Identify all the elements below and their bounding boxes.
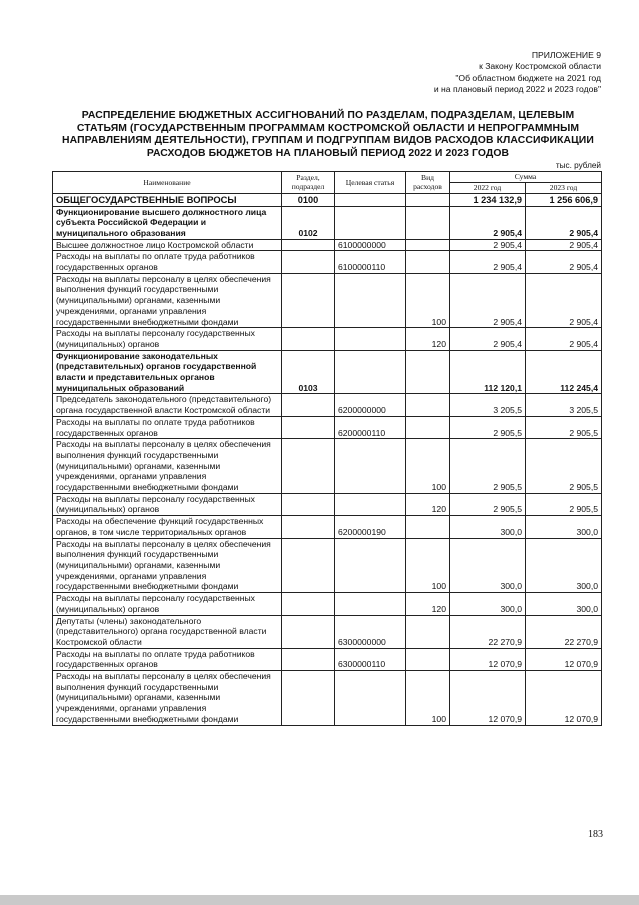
row-expense-kind: 100 xyxy=(406,538,450,593)
table-row xyxy=(53,416,602,438)
row-section-code xyxy=(282,615,335,648)
row-amount-2022: 12 070,9 xyxy=(450,671,526,726)
row-amount-2023: 3 205,5 xyxy=(526,394,602,416)
table-row xyxy=(53,193,602,206)
document-title xyxy=(48,110,608,160)
row-target-article xyxy=(335,273,406,328)
row-section-code xyxy=(282,239,335,251)
row-section-code xyxy=(282,593,335,615)
row-target-article xyxy=(335,593,406,615)
row-expense-kind xyxy=(406,394,450,416)
row-target-article xyxy=(335,439,406,494)
table-row xyxy=(53,206,602,239)
header-year-2023: 2023 год xyxy=(526,183,602,194)
table-row xyxy=(53,350,602,394)
appendix-law: к Закону Костромской области xyxy=(479,61,601,72)
row-section-code: 0102 xyxy=(282,206,335,239)
row-expense-kind xyxy=(406,516,450,538)
row-amount-2022: 1 234 132,9 xyxy=(450,193,526,206)
row-expense-kind: 120 xyxy=(406,493,450,515)
header-year-2022: 2022 год xyxy=(450,183,526,194)
scan-edge xyxy=(0,895,639,905)
table-body xyxy=(53,193,602,725)
row-amount-2023: 112 245,4 xyxy=(526,350,602,394)
row-target-article xyxy=(335,206,406,239)
row-amount-2023: 2 905,5 xyxy=(526,416,602,438)
row-amount-2023: 300,0 xyxy=(526,593,602,615)
row-expense-kind xyxy=(406,193,450,206)
row-expense-kind xyxy=(406,350,450,394)
row-target-article xyxy=(335,538,406,593)
row-amount-2023: 12 070,9 xyxy=(526,648,602,670)
budget-table xyxy=(52,171,602,726)
row-amount-2023: 2 905,5 xyxy=(526,439,602,494)
title-line-4: РАСХОДОВ БЮДЖЕТОВ НА ПЛАНОВЫЙ ПЕРИОД 2022 И 2023 ГОДОВ xyxy=(146,147,510,159)
row-amount-2022: 2 905,4 xyxy=(450,206,526,239)
row-amount-2023: 2 905,4 xyxy=(526,328,602,350)
row-expense-kind: 100 xyxy=(406,439,450,494)
header-article: Целевая статья xyxy=(335,172,406,194)
row-amount-2023: 300,0 xyxy=(526,538,602,593)
row-expense-kind xyxy=(406,648,450,670)
table-row xyxy=(53,239,602,251)
header-kind: Вид расходов xyxy=(406,172,450,194)
row-amount-2022: 2 905,5 xyxy=(450,493,526,515)
row-name: Расходы на выплаты персоналу в целях обеспечения выполнения функций государственными (муниципальными) органами, казенными учреждениями, органами управления государственными внебюджетными фондами xyxy=(53,538,282,593)
row-target-article: 6100000000 xyxy=(335,239,406,251)
row-name: Расходы на выплаты персоналу государственных (муниципальных) органов xyxy=(53,328,282,350)
row-amount-2022: 2 905,5 xyxy=(450,439,526,494)
row-name: Расходы на выплаты по оплате труда работников государственных органов xyxy=(53,251,282,273)
table-row xyxy=(53,671,602,726)
row-amount-2022: 2 905,4 xyxy=(450,239,526,251)
row-section-code xyxy=(282,439,335,494)
table-row xyxy=(53,328,602,350)
table-row xyxy=(53,439,602,494)
row-name: Функционирование законодательных (представительных) органов государственной власти и представительных органов муниципальных образований xyxy=(53,350,282,394)
row-expense-kind xyxy=(406,239,450,251)
row-amount-2022: 3 205,5 xyxy=(450,394,526,416)
row-amount-2023: 2 905,5 xyxy=(526,493,602,515)
row-expense-kind xyxy=(406,206,450,239)
row-section-code xyxy=(282,493,335,515)
row-name: Председатель законодательного (представительного) органа государственной власти Костромской области xyxy=(53,394,282,416)
row-name: Расходы на выплаты персоналу государственных (муниципальных) органов xyxy=(53,493,282,515)
appendix-header xyxy=(301,50,601,96)
row-target-article xyxy=(335,328,406,350)
row-amount-2022: 22 270,9 xyxy=(450,615,526,648)
row-expense-kind xyxy=(406,615,450,648)
row-name: Расходы на выплаты персоналу в целях обеспечения выполнения функций государственными (муниципальными) органами, казенными учреждениями, органами управления государственными внебюджетными фондами xyxy=(53,671,282,726)
row-amount-2023: 22 270,9 xyxy=(526,615,602,648)
row-section-code: 0103 xyxy=(282,350,335,394)
appendix-law-title: "Об областном бюджете на 2021 год xyxy=(455,72,601,83)
row-section-code xyxy=(282,671,335,726)
row-section-code xyxy=(282,328,335,350)
row-name: Расходы на выплаты по оплате труда работников государственных органов xyxy=(53,648,282,670)
appendix-law-period: и на плановый период 2022 и 2023 годов" xyxy=(433,84,601,95)
row-expense-kind xyxy=(406,251,450,273)
row-expense-kind xyxy=(406,416,450,438)
row-name: Расходы на выплаты по оплате труда работников государственных органов xyxy=(53,416,282,438)
row-section-code xyxy=(282,538,335,593)
row-target-article: 6200000000 xyxy=(335,394,406,416)
row-expense-kind: 120 xyxy=(406,593,450,615)
row-amount-2022: 2 905,5 xyxy=(450,416,526,438)
row-name: Расходы на выплаты персоналу в целях обеспечения выполнения функций государственными (муниципальными) органами, казенными учреждениями, органами управления государственными внебюджетными фондами xyxy=(53,439,282,494)
row-target-article: 6200000110 xyxy=(335,416,406,438)
row-name: Расходы на выплаты персоналу государственных (муниципальных) органов xyxy=(53,593,282,615)
row-name: ОБЩЕГОСУДАРСТВЕННЫЕ ВОПРОСЫ xyxy=(53,193,282,206)
appendix-number: ПРИЛОЖЕНИЕ 9 xyxy=(531,50,601,60)
row-section-code xyxy=(282,273,335,328)
row-amount-2022: 300,0 xyxy=(450,538,526,593)
row-amount-2023: 2 905,4 xyxy=(526,273,602,328)
row-expense-kind: 100 xyxy=(406,273,450,328)
row-name: Расходы на обеспечение функций государственных органов, в том числе территориальных органов xyxy=(53,516,282,538)
row-target-article: 6200000190 xyxy=(335,516,406,538)
table-row xyxy=(53,394,602,416)
row-target-article: 6300000110 xyxy=(335,648,406,670)
row-amount-2023: 300,0 xyxy=(526,516,602,538)
table-row xyxy=(53,538,602,593)
row-expense-kind: 120 xyxy=(406,328,450,350)
header-row xyxy=(53,172,602,183)
row-section-code xyxy=(282,516,335,538)
row-target-article xyxy=(335,671,406,726)
table-row xyxy=(53,648,602,670)
table-row xyxy=(53,251,602,273)
row-target-article: 6100000110 xyxy=(335,251,406,273)
row-expense-kind: 100 xyxy=(406,671,450,726)
row-name: Расходы на выплаты персоналу в целях обеспечения выполнения функций государственными (муниципальными) органами, казенными учреждениями, органами управления государственными внебюджетными фондами xyxy=(53,273,282,328)
title-line-2: СТАТЬЯМ (ГОСУДАРСТВЕННЫМ ПРОГРАММАМ КОСТРОМСКОЙ ОБЛАСТИ И НЕПРОГРАММНЫМ xyxy=(76,122,580,134)
header-section: Раздел, подраздел xyxy=(282,172,335,194)
row-amount-2023: 12 070,9 xyxy=(526,671,602,726)
row-section-code xyxy=(282,394,335,416)
header-name: Наименование xyxy=(53,172,282,194)
table-row xyxy=(53,273,602,328)
row-amount-2023: 1 256 606,9 xyxy=(526,193,602,206)
row-section-code: 0100 xyxy=(282,193,335,206)
row-name: Депутаты (члены) законодательного (представительного) органа государственной власти Костромской области xyxy=(53,615,282,648)
table-row xyxy=(53,615,602,648)
title-line-3: НАПРАВЛЕНИЯМ ДЕЯТЕЛЬНОСТИ), ГРУППАМ И ПОДГРУППАМ ВИДОВ РАСХОДОВ КЛАССИФИКАЦИИ xyxy=(62,135,594,147)
table-row xyxy=(53,493,602,515)
row-amount-2023: 2 905,4 xyxy=(526,206,602,239)
row-amount-2022: 112 120,1 xyxy=(450,350,526,394)
row-section-code xyxy=(282,648,335,670)
row-amount-2022: 12 070,9 xyxy=(450,648,526,670)
header-sum: Сумма xyxy=(450,172,602,183)
row-section-code xyxy=(282,251,335,273)
row-name: Высшее должностное лицо Костромской области xyxy=(53,239,282,251)
row-target-article xyxy=(335,493,406,515)
row-amount-2023: 2 905,4 xyxy=(526,239,602,251)
page-number: 183 xyxy=(588,829,603,840)
row-amount-2022: 2 905,4 xyxy=(450,328,526,350)
row-target-article: 6300000000 xyxy=(335,615,406,648)
row-target-article xyxy=(335,350,406,394)
table-row xyxy=(53,593,602,615)
row-amount-2022: 300,0 xyxy=(450,516,526,538)
row-amount-2023: 2 905,4 xyxy=(526,251,602,273)
row-target-article xyxy=(335,193,406,206)
row-name: Функционирование высшего должностного лица субъекта Российской Федерации и муниципального образования xyxy=(53,206,282,239)
row-amount-2022: 2 905,4 xyxy=(450,273,526,328)
units-label: тыс. рублей xyxy=(555,161,601,170)
table-row xyxy=(53,516,602,538)
row-section-code xyxy=(282,416,335,438)
title-line-1: РАСПРЕДЕЛЕНИЕ БЮДЖЕТНЫХ АССИГНОВАНИЙ ПО РАЗДЕЛАМ, ПОДРАЗДЕЛАМ, ЦЕЛЕВЫМ xyxy=(81,110,575,121)
row-amount-2022: 2 905,4 xyxy=(450,251,526,273)
row-amount-2022: 300,0 xyxy=(450,593,526,615)
